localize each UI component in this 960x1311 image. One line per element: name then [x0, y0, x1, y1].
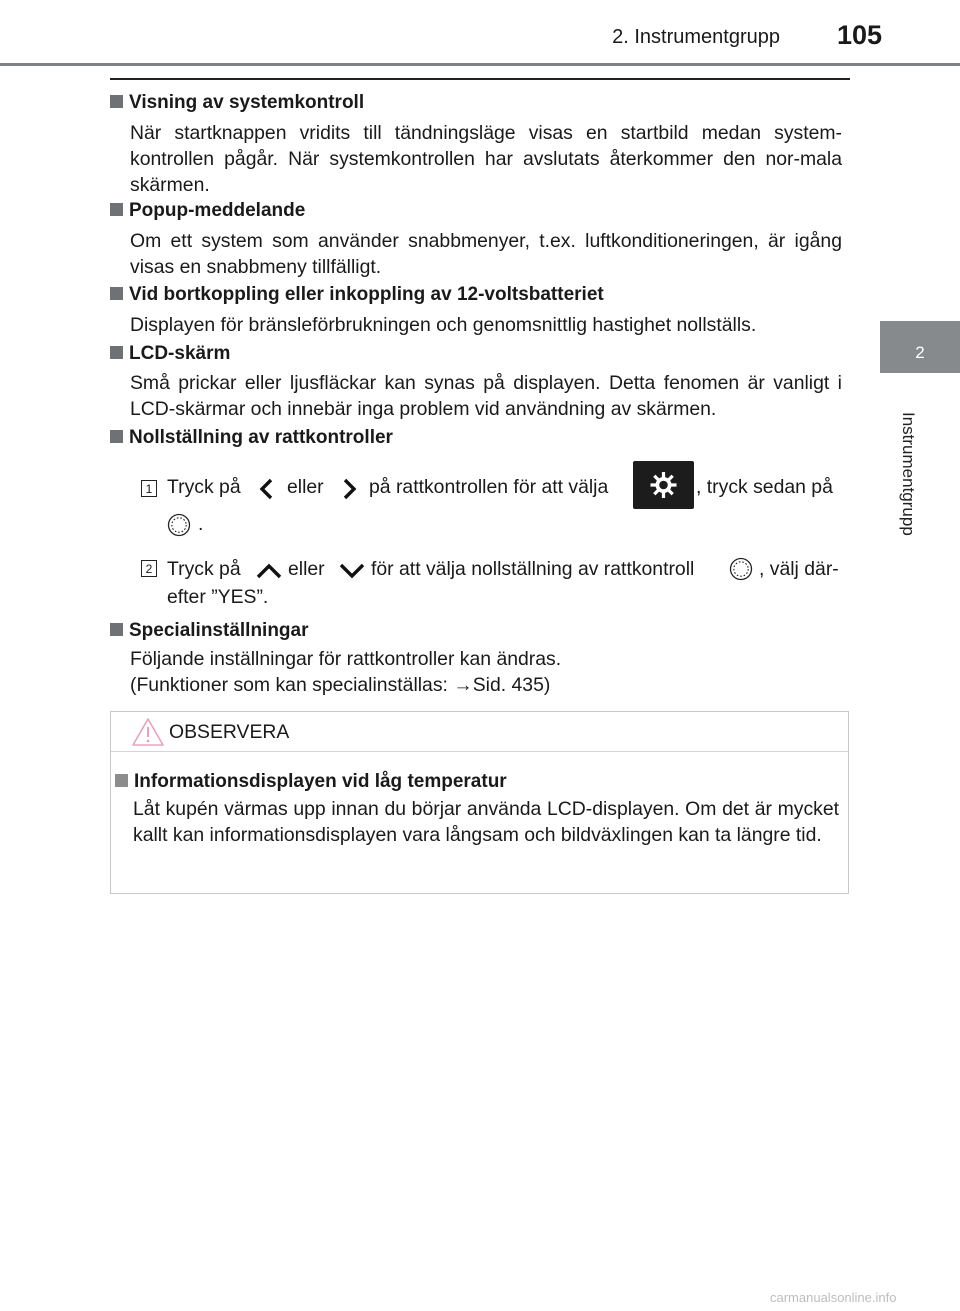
step-text: , välj där-: [759, 558, 839, 580]
chapter-side-label: Instrumentgrupp: [899, 412, 918, 536]
warning-icon: [131, 717, 165, 747]
step-text: eller: [288, 558, 325, 580]
content-top-rule: [110, 78, 850, 80]
section-heading-text: Specialinställningar: [129, 620, 309, 641]
notice-title: OBSERVERA: [169, 721, 290, 743]
settings-gear-icon: [633, 461, 694, 509]
chapter-tab[interactable]: [880, 321, 960, 373]
section-text: Följande inställningar för rattkontroller kan ändras.: [130, 648, 562, 670]
step-text: eller: [287, 476, 324, 498]
bullet-square-icon: [110, 623, 123, 636]
section-text: (Funktioner som kan specialinställas: →Sid. 435): [130, 674, 551, 696]
section-heading: [110, 620, 309, 642]
chevron-left-icon: [257, 478, 277, 500]
bullet-square-icon: [110, 287, 123, 300]
section-heading: [110, 284, 604, 306]
section-text: När startknappen vridits till tändningsläge visas en startbild medan system-kontrollen pågår. När systemkontrollen har avslutats återkommer den nor-mala skärmen.: [130, 122, 842, 196]
enter-button-icon: [729, 557, 753, 581]
section-text: Små prickar eller ljusfläckar kan synas på displayen. Detta fenomen är vanligt i LCD-skärmar och innebär inga problem vid användning av skärmen.: [130, 372, 842, 420]
bullet-square-icon: [110, 95, 123, 108]
section-heading: [110, 343, 230, 365]
section-heading-text: Popup-meddelande: [129, 200, 306, 221]
step-number-box: 1: [141, 480, 157, 497]
chevron-up-icon: [255, 562, 283, 580]
step-text: efter ”YES”.: [167, 586, 269, 608]
section-heading-text: Vid bortkoppling eller inkoppling av 12-voltsbatteriet: [129, 284, 604, 305]
step-number-box: 2: [141, 560, 157, 577]
chevron-right-icon: [339, 478, 359, 500]
section-heading-text: LCD-skärm: [129, 343, 231, 364]
section-heading: [110, 92, 364, 114]
chevron-down-icon: [338, 562, 366, 580]
section-text: Displayen för bränsleförbrukningen och genomsnittlig hastighet nollställs.: [130, 314, 757, 336]
watermark: carmanualsonline.info: [770, 1290, 897, 1305]
section-text: Om ett system som använder snabbmenyer, t.ex. luftkonditioneringen, är igång visas en snabbmeny tillfälligt.: [130, 230, 842, 278]
section-heading: [110, 427, 393, 449]
step-text: .: [198, 513, 204, 535]
step-text: , tryck sedan på: [696, 476, 833, 498]
bullet-square-icon: [110, 203, 123, 216]
page-number: 105: [836, 20, 882, 50]
step-text: för att välja nollställning av rattkontroll: [371, 558, 695, 580]
enter-button-icon: [167, 513, 191, 537]
header-rule: [0, 63, 960, 66]
notice-divider: [111, 751, 848, 752]
bullet-square-icon: [115, 774, 128, 787]
section-heading-text: Nollställning av rattkontroller: [129, 427, 393, 448]
bullet-square-icon: [110, 346, 123, 359]
step-text: Tryck på: [167, 476, 241, 498]
notice-heading-text: Informationsdisplayen vid låg temperatur: [134, 771, 507, 792]
notice-box: [110, 711, 849, 894]
section-heading: [110, 200, 305, 222]
notice-text: Låt kupén värmas upp innan du börjar använda LCD-displayen. Om det är mycket kallt kan informationsdisplayen vara långsam och bildväxlingen kan ta längre tid.: [133, 798, 839, 846]
step-text: Tryck på: [167, 558, 241, 580]
chapter-title: 2. Instrumentgrupp: [612, 26, 780, 48]
section-heading-text: Visning av systemkontroll: [129, 92, 365, 113]
step-text: på rattkontrollen för att välja: [369, 476, 609, 498]
bullet-square-icon: [110, 430, 123, 443]
notice-heading: [115, 771, 507, 793]
chapter-tab-number: 2: [915, 343, 925, 362]
